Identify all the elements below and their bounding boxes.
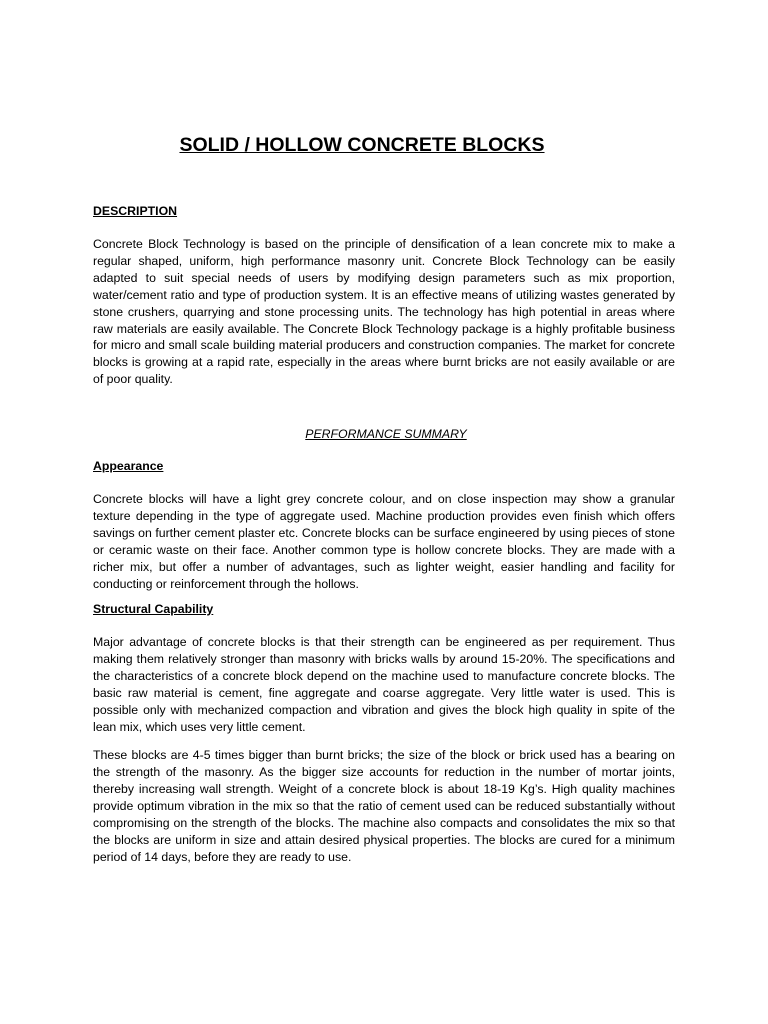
structural-section [93,601,675,866]
description-section [93,203,675,388]
appearance-section [93,458,675,592]
description-heading: DESCRIPTION [93,204,178,218]
performance-summary-heading: PERFORMANCE SUMMARY [305,427,467,441]
appearance-heading: Appearance [93,459,164,473]
description-paragraph: Concrete Block Technology is based on the principle of densification of a lean concrete mix to make a regular shaped, uniform, high performance masonry unit. Concrete Block Technology can be easily adapted to suit special needs of users by modifying design parameters such as mix proportion, water/cement ratio and type of production system. It is an effective means of utilizing wastes generated by stone crushers, quarrying and stone processing units. The technology has high potential in areas where raw materials are easily available. The Concrete Block Technology package is a highly profitable business for micro and small scale building material producers and construction companies. The market for concrete blocks is growing at a rapid rate, especially in the areas where burnt bricks are not easily available or are of poor quality. [93,237,675,387]
structural-paragraph-1: Major advantage of concrete blocks is that their strength can be engineered as per requirement. Thus making them relatively stronger than masonry with bricks walls by around 15-20%. The specifications and the characteristics of a concrete block depend on the machine used to manufacture concrete blocks. The basic raw material is cement, fine aggregate and coarse aggregate. Very little water is used. This is possible only with mechanized compaction and vibration and gives the block high quality in spite of the lean mix, which uses very little cement. [93,635,675,734]
structural-heading: Structural Capability [93,602,214,616]
structural-paragraph-2: These blocks are 4-5 times bigger than burnt bricks; the size of the block or brick used has a bearing on the strength of the masonry. As the bigger size accounts for reduction in the number of mortar joints, thereby increasing wall strength. Weight of a concrete block is about 18-19 Kg’s. High quality machines provide optimum vibration in the mix so that the ratio of cement used can be reduced substantially without compromising on the strength of the blocks. The machine also compacts and consolidates the mix so that the blocks are uniform in size and attain desired physical properties. The blocks are cured for a minimum period of 14 days, before they are ready to use. [93,748,675,864]
appearance-paragraph: Concrete blocks will have a light grey concrete colour, and on close inspection may show a granular texture depending in the type of aggregate used. Machine production provides even finish which offers savings on further cement plaster etc. Concrete blocks can be surface engineered by using pieces of stone or ceramic waste on their face. Another common type is hollow concrete blocks. They are made with a richer mix, but offer a number of advantages, such as lighter weight, easier handling and facility for conducting or reinforcement through the hollows. [93,492,675,591]
page-title: SOLID / HOLLOW CONCRETE BLOCKS [179,134,545,156]
